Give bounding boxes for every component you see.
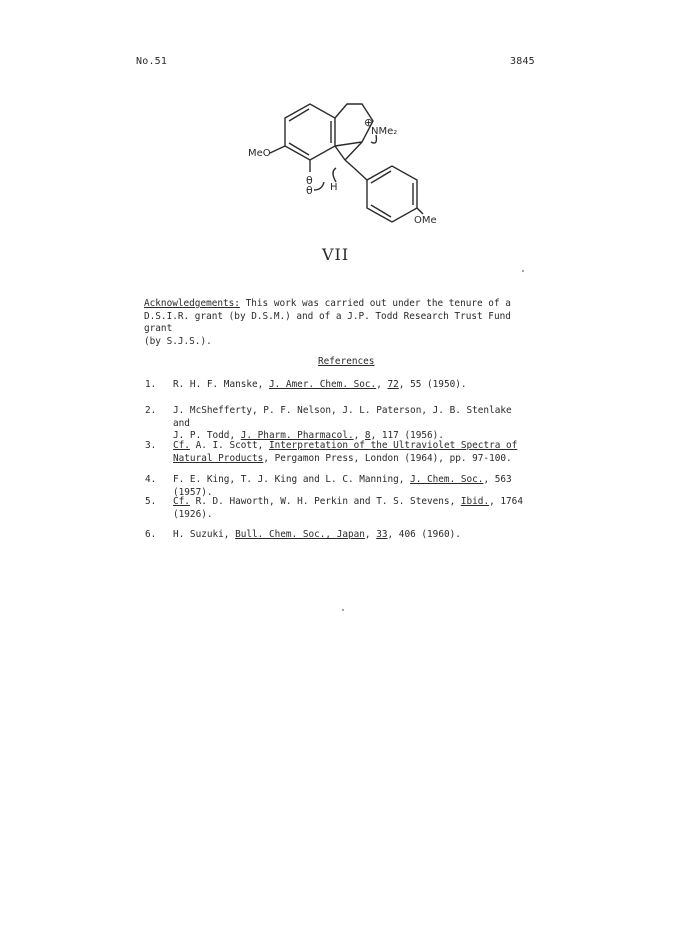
- journal-issue-number: No.51: [136, 56, 168, 67]
- reference-number: 5.: [145, 496, 157, 507]
- reference-authors-line: J. McShefferty, P. F. Nelson, J. L. Paterson, J. B. Stenlake and: [173, 405, 512, 429]
- reference-journal: Ibid.: [460, 496, 490, 507]
- reference-cf: Cf.: [173, 440, 190, 451]
- acknowledgements-paragraph: [144, 298, 544, 348]
- structure-svg: [240, 86, 450, 236]
- scan-speck: [522, 270, 524, 272]
- methoxy-label-2: OMe: [414, 215, 437, 226]
- reference-pages: , 406 (1960).: [387, 529, 461, 540]
- chemical-structure-diagram: [240, 86, 450, 236]
- reference-text: [173, 440, 533, 465]
- reference-cf: Cf.: [173, 496, 190, 507]
- reference-title: Interpretation of the Ultraviolet Spectra of: [268, 440, 518, 451]
- reference-year: (1926).: [173, 508, 213, 520]
- oxide-label: θ: [306, 174, 313, 187]
- curved-arrow-1: [314, 182, 324, 190]
- reference-authors: H. Suzuki,: [173, 529, 236, 540]
- positive-charge-label: ⊕: [364, 116, 374, 129]
- reference-authors: R. D. Haworth, W. H. Perkin and T. S. Stevens,: [189, 496, 461, 507]
- reference-number: 1.: [145, 379, 157, 390]
- reference-separator: ,: [376, 379, 388, 390]
- reference-text: [173, 529, 533, 542]
- aromatic-ring-a: [285, 104, 335, 160]
- page-number: 3845: [510, 56, 535, 67]
- reference-number: 3.: [145, 440, 157, 451]
- acknowledgements-text-1: This work was carried out under the tenure of a: [239, 298, 511, 309]
- reference-authors: R. H. F. Manske,: [173, 379, 269, 390]
- reference-pages: , 1764: [489, 496, 523, 507]
- acknowledgements-line-1: [144, 298, 544, 311]
- reference-pages: , 55 (1950).: [398, 379, 467, 390]
- reference-authors: J. P. Todd,: [173, 430, 241, 442]
- reference-separator: ,: [353, 430, 365, 442]
- reference-journal: Bull. Chem. Soc., Japan: [235, 529, 365, 540]
- scan-speck: [342, 609, 344, 611]
- reference-volume: 8: [364, 430, 371, 442]
- reference-text: [173, 405, 533, 443]
- reference-journal: J. Pharm. Pharmacol.: [240, 430, 354, 442]
- acknowledgements-line-2: D.S.I.R. grant (by D.S.M.) and of a J.P. Todd Research Trust Fund grant: [144, 310, 511, 335]
- reference-authors: A. I. Scott,: [189, 440, 269, 451]
- reference-publisher: , Pergamon Press, London (1964), pp. 97-100.: [263, 452, 512, 464]
- acknowledgements-line-3: (by S.J.S.).: [144, 335, 212, 347]
- reference-text: [173, 496, 533, 521]
- acknowledgements-heading: Acknowledgements:: [144, 298, 240, 309]
- reference-volume: 72: [387, 379, 399, 390]
- reference-number: 6.: [145, 529, 157, 540]
- reference-journal: J. Amer. Chem. Soc.: [268, 379, 377, 390]
- quaternary-amine-label: NMe₂: [371, 126, 398, 137]
- compound-label: VII: [322, 245, 350, 264]
- reference-pages: , 117 (1956).: [370, 430, 444, 442]
- references-heading: References: [318, 356, 375, 367]
- reference-text: [173, 379, 533, 392]
- reference-number: 2.: [145, 405, 157, 416]
- curved-arrow-2: [333, 168, 336, 182]
- reference-pages: , 563 (1957).: [173, 474, 512, 498]
- reference-separator: ,: [364, 529, 377, 540]
- reference-authors: F. E. King, T. J. King and L. C. Manning,: [173, 474, 411, 485]
- hydrogen-label: H: [330, 182, 338, 193]
- aromatic-ring-b: [367, 166, 417, 222]
- reference-title-cont: Natural Products: [173, 452, 264, 464]
- reference-volume: 33: [376, 529, 388, 540]
- reference-journal: J. Chem. Soc.: [410, 474, 484, 485]
- oxide-label-2: θ: [306, 184, 313, 197]
- reference-number: 4.: [145, 474, 157, 485]
- methoxy-label: MeO: [248, 148, 271, 159]
